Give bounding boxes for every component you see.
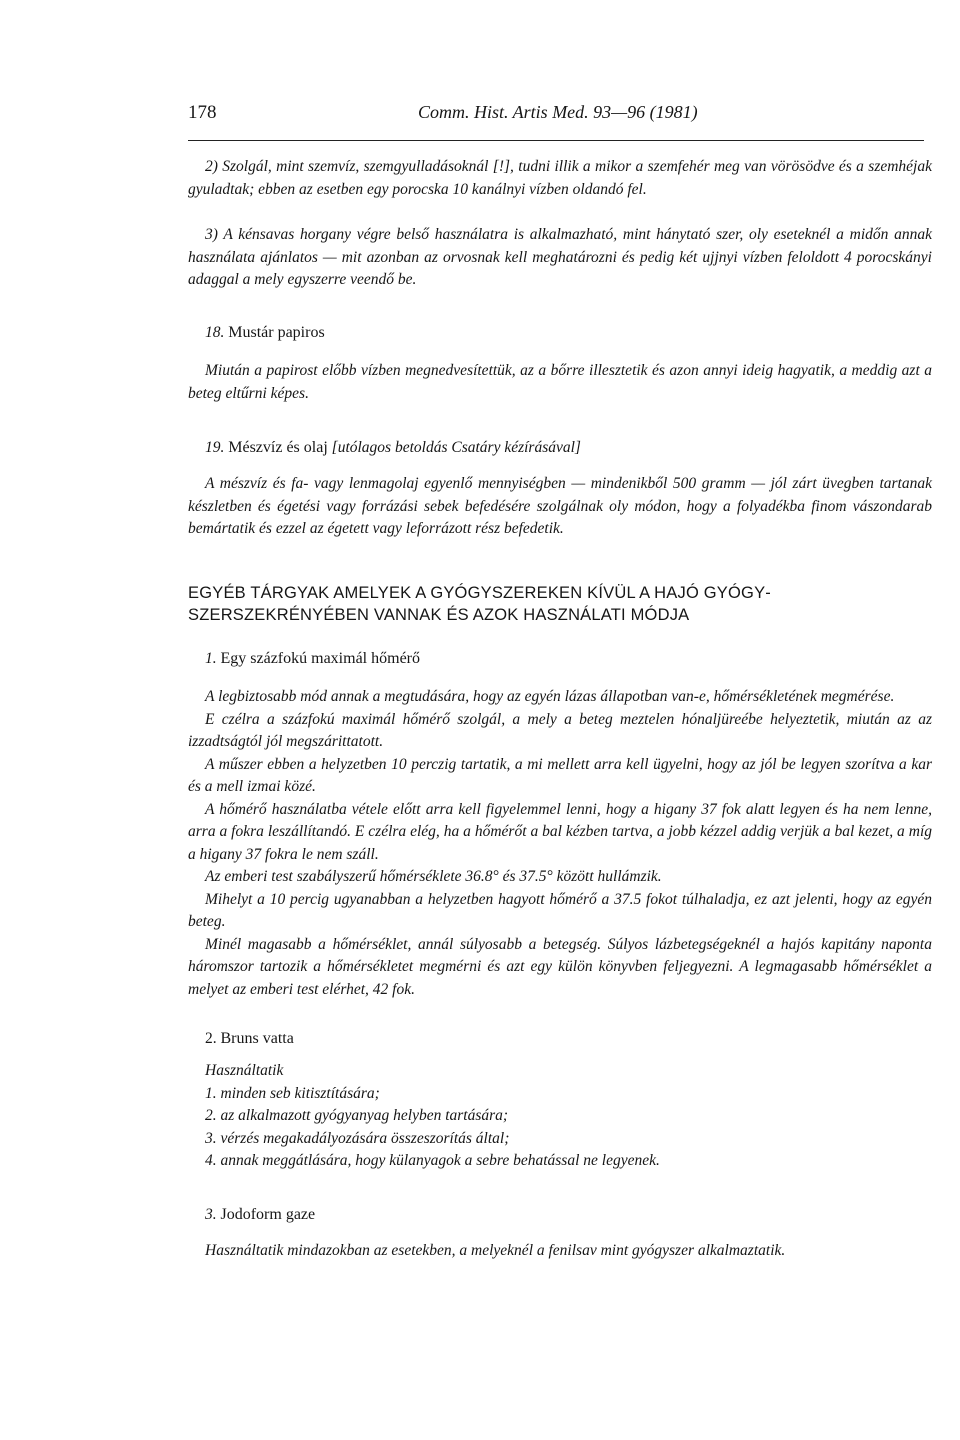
section-19-heading: Mészvíz és olaj bbox=[228, 439, 328, 456]
item-3-text: Használtatik mindazokban az esetekben, a melyeknél a fenilsav mint gyógyszer alkalmaztatik. bbox=[205, 1242, 786, 1259]
section-18-text: Miután a papirost előbb vízben megnedvesítettük, az a bőrre illesztetik és azon annyi ideig hagyatik, a meddig azt a beteg eltűrni képes. bbox=[188, 362, 932, 402]
section-19-text: A mészvíz és fa- vagy lenmagolaj egyenlő mennyiségben — mindenikből 500 gramm — jól zárt üvegben tartanak készletben és égetési vagy forrázási sebek befedésére szolgálnak oly módon, hogy a folyadékba finom vászondarab bemártatik és ezzel az égetett vagy leforrázott rész befedetik. bbox=[188, 475, 932, 537]
chapter-heading: EGYÉB TÁRGYAK AMELYEK A GYÓGYSZEREKEN KÍVÜL A HAJÓ GYÓGYSZERSZEKRÉNYÉBEN VANNAK ÉS AZOK HASZNÁLATI MÓDJA bbox=[188, 584, 771, 624]
list-item: 4. annak meggátlására, hogy külanyagok a sebre behatással ne legyenek. bbox=[205, 1152, 660, 1169]
item-2-title bbox=[188, 1028, 932, 1051]
item-1-paragraph: A műszer ebben a helyzetben 10 perczig tartatik, a mi mellett arra kell ügyelni, hogy az jól be legyen szorítva a kar és a mell izmai közé. bbox=[188, 755, 932, 795]
item-1-body bbox=[188, 686, 932, 1001]
paragraph-2: 2) Szolgál, mint szemvíz, szemgyulladásoknál [!], tudni illik a mikor a szemfehér meg van vörösödve és a szemhéjak gyuladtak; ebben az esetben egy porocska 10 kanálnyi vízben oldandó fel. bbox=[188, 158, 932, 198]
item-3-title bbox=[188, 1204, 932, 1227]
item-1-title bbox=[188, 648, 932, 671]
list-item: 2. az alkalmazott gyógyanyag helyben tartására; bbox=[205, 1107, 509, 1124]
item-1-paragraph: A legbiztosabb mód annak a megtudására, hogy az egyén lázas állapotban van-e, hőmérsékletének megmérése. bbox=[205, 688, 895, 705]
page-header bbox=[188, 100, 924, 141]
item-1-number: 1. bbox=[205, 650, 217, 667]
list-item: 1. minden seb kitisztítására; bbox=[205, 1084, 380, 1102]
item-2-body bbox=[188, 1060, 932, 1173]
item-2-heading: Bruns vatta bbox=[220, 1030, 294, 1047]
item-1-heading: Egy százfokú maximál hőmérő bbox=[220, 650, 420, 667]
section-18-title bbox=[188, 322, 932, 345]
item-2-number: 2. bbox=[205, 1030, 217, 1047]
item-3-number: 3. bbox=[205, 1206, 217, 1223]
item-1-paragraph: Minél magasabb a hőmérséklet, annál súlyosabb a betegség. Súlyos lázbetegségeknél a hajós kapitány naponta háromszor tartozik a hőmérsékletet megmérni és azt egy külön könyvben feljegyezni. A legmagasabb hőmérséklet a melyet az emberi test elérhet, 42 fok. bbox=[188, 935, 932, 998]
page-number: 178 bbox=[188, 102, 217, 123]
list-item: 3. vérzés megakadályozására összeszorítás által; bbox=[205, 1129, 510, 1147]
paragraph-3: 3) A kénsavas horgany végre belső használatra is alkalmazható, mint hánytató szer, oly eseteknél a midőn annak használata ajánlatos — mit azonban az orvosnak kell meghatározni és pedig két ujjnyi vízben feloldott 4 porocskányi adaggal a mely egyszerre veendő be. bbox=[188, 226, 932, 288]
journal-citation: Comm. Hist. Artis Med. 93—96 (1981) bbox=[418, 102, 698, 122]
section-19-note: [utólagos betoldás Csatáry kézírásával] bbox=[331, 439, 581, 456]
item-3-heading: Jodoform gaze bbox=[220, 1206, 316, 1223]
section-19-title bbox=[188, 437, 932, 460]
section-18-heading: Mustár papiros bbox=[228, 324, 325, 341]
item-1-paragraph: Mihelyt a 10 percig ugyanabban a helyzetben hagyott hőmérő a 37.5 fokot túlhaladja, ez azt jelenti, hogy az egyén beteg. bbox=[188, 890, 932, 930]
item-1-paragraph: E czélra a százfokú maximál hőmérő szolgál, a mely a beteg meztelen hónaljüreébe helyeztetik, miután az az izzadtságtól jól megszárittatott. bbox=[188, 710, 932, 750]
section-18-number: 18. bbox=[205, 324, 225, 341]
item-1-paragraph: Az emberi test szabályszerű hőmérséklete 36.8° és 37.5° között hullámzik. bbox=[205, 868, 662, 885]
item-1-paragraph: A hőmérő használatba vétele előtt arra kell figyelemmel lenni, hogy a higany 37 fok alatt legyen és ha nem lenne, arra a fokra leszállítandó. E czélra elég, ha a hőmérőt a bal kézben tartva, a jobb kézzel addig verjük a bal kezet, a míg a higany 37 fokra le nem száll. bbox=[188, 800, 932, 863]
item-2-intro: Használtatik bbox=[205, 1062, 284, 1079]
section-19-number: 19. bbox=[205, 439, 225, 456]
